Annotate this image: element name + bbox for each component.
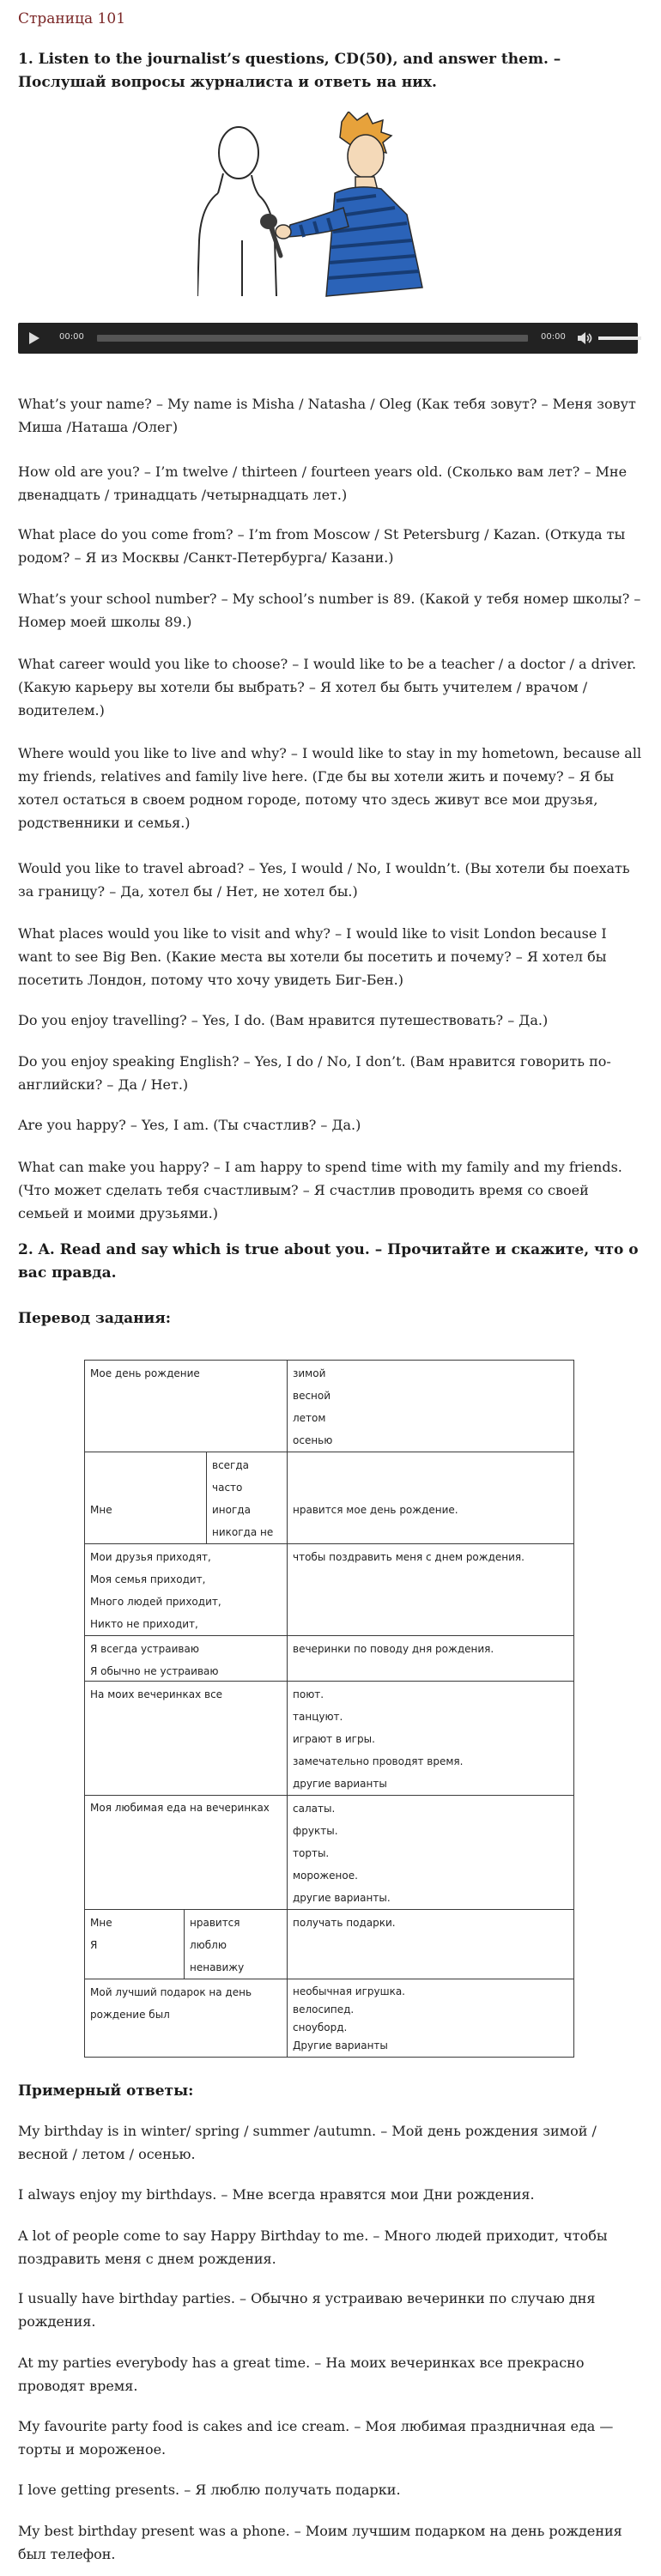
- table-cell: вечеринки по поводу дня рождения.: [287, 1635, 574, 1682]
- qa-item: What can make you happy? – I am happy to spend time with my family and my friends. (Что может сделать тебя счастливым? – Я счастлив проводить время со своей семьей и моими друзьями.): [18, 1159, 622, 1221]
- table-cell: всегда часто иногда никогда не: [206, 1452, 288, 1544]
- task2-heading-ru: – Прочитайте и скажите, что о вас правда.: [18, 1241, 639, 1282]
- task1-heading-en: 1. Listen to the journalist’s questions, CD(50), and answer them.: [18, 51, 549, 68]
- table-cell: Мне Я: [84, 1909, 185, 1979]
- qa-item: Would you like to travel abroad? – Yes, I would / No, I wouldn’t. (Вы хотели бы поехать за границу? – Да, хотел бы / Нет, не хотел бы.): [18, 860, 630, 900]
- answer-item: I love getting presents. – Я люблю получать подарки.: [18, 2482, 401, 2498]
- qa-item: How old are you? – I’m twelve / thirteen / fourteen years old. (Сколько вам лет? – Мне двенадцать / тринадцать /четырнадцать лет.): [18, 464, 628, 503]
- task2-heading-en: 2. A. Read and say which is true about you.: [18, 1241, 370, 1258]
- qa-item: What career would you like to choose? – I would like to be a teacher / a doctor / a driver. (Какую карьеру вы хотели бы выбрать? – Я хотел бы быть учителем / врачом / водителем.): [18, 656, 637, 718]
- table-cell: салаты. фрукты. торты. мороженое. другие варианты.: [287, 1795, 574, 1910]
- qa-item: What place do you come from? – I’m from Moscow / St Petersburg / Kazan. (Откуда ты родом? – Я из Москвы /Санкт-Петербурга/ Казани.): [18, 526, 626, 566]
- task1-heading: [18, 48, 643, 94]
- answer-item: I usually have birthday parties. – Обычно я устраиваю вечеринки по случаю дня рождения.: [18, 2290, 596, 2330]
- table-cell: чтобы поздравить меня с днем рождения.: [287, 1543, 574, 1636]
- page-number: Страница 101: [18, 10, 126, 27]
- outline-person: [197, 127, 276, 296]
- current-time: 00:00: [59, 332, 84, 342]
- table-cell: зимой весной летом осенью: [287, 1360, 574, 1452]
- table-cell: Я всегда устраиваю Я обычно не устраиваю: [84, 1635, 288, 1682]
- duration: 00:00: [541, 332, 566, 342]
- table-cell: получать подарки.: [287, 1909, 574, 1979]
- qa-item: What’s your name? – My name is Misha / Natasha / Oleg (Как тебя зовут? – Меня зовут Миша /Наташа /Олег): [18, 396, 636, 435]
- answer-item: At my parties everybody has a great time. – На моих вечеринках все прекрасно проводят время.: [18, 2355, 585, 2394]
- answer-item: My birthday is in winter/ spring / summer /autumn. – Мой день рождения зимой / весной / летом / осенью.: [18, 2123, 597, 2162]
- volume-icon[interactable]: [576, 330, 593, 346]
- play-icon[interactable]: [27, 331, 40, 345]
- table-cell: Мое день рождение: [84, 1360, 288, 1452]
- table-cell: нравится мое день рождение.: [287, 1452, 574, 1544]
- journalist: [276, 112, 422, 296]
- audio-player: [18, 323, 638, 354]
- qa-item: What’s your school number? – My school’s number is 89. (Какой у тебя номер школы? – Номер моей школы 89.): [18, 591, 641, 630]
- table-cell: необычная игрушка. велосипед. сноуборд. Другие варианты: [287, 1979, 574, 2058]
- qa-item: What places would you like to visit and why? – I would like to visit London because I want to see Big Ben. (Какие места вы хотели бы посетить и почему? – Я хотел бы посетить Лондон, потому что хочу увидеть Биг-Бен.): [18, 925, 607, 988]
- progress-track[interactable]: [97, 335, 528, 342]
- qa-item: Are you happy? – Yes, I am. (Ты счастлив? – Да.): [18, 1117, 361, 1133]
- answer-item: A lot of people come to say Happy Birthday to me. – Много людей приходит, чтобы поздравить меня с днем рождения.: [18, 2227, 608, 2267]
- task1-heading-ru: – Послушай вопросы журналиста и ответь на них.: [18, 51, 561, 91]
- qa-item: Where would you like to live and why? – I would like to stay in my hometown, because all my friends, relatives and family live here. (Где бы вы хотели жить и почему? – Я бы хотел остаться в своем родном городе, потому что здесь живут все мои друзья, родственники и семья.): [18, 745, 642, 831]
- qa-item: Do you enjoy speaking English? – Yes, I do / No, I don’t. (Вам нравится говорить по-английски? – Да / Нет.): [18, 1053, 611, 1093]
- translation-heading: Перевод задания:: [18, 1310, 172, 1327]
- table-cell: Моя любимая еда на вечеринках: [84, 1795, 288, 1910]
- journalist-illustration: [197, 112, 446, 305]
- table-cell: поют. танцуют. играют в игры. замечательно проводят время. другие варианты: [287, 1681, 574, 1796]
- sample-answers-heading: Примерный ответы:: [18, 2082, 194, 2100]
- answer-item: I always enjoy my birthdays. – Мне всегда нравятся мои Дни рождения.: [18, 2186, 535, 2203]
- table-cell: Мне: [84, 1452, 207, 1544]
- table-cell: нравится люблю ненавижу: [184, 1909, 288, 1979]
- task2-heading: [18, 1239, 643, 1285]
- table-cell: Мой лучший подарок на день рождение был: [84, 1979, 288, 2058]
- qa-item: Do you enjoy travelling? – Yes, I do. (Вам нравится путешествовать? – Да.): [18, 1012, 549, 1028]
- answer-item: My best birthday present was a phone. – Моим лучшим подарком на день рождения был телефон.: [18, 2523, 622, 2562]
- volume-slider[interactable]: [598, 336, 641, 340]
- table-cell: Мои друзья приходят, Моя семья приходит, Много людей приходит, Никто не приходит,: [84, 1543, 288, 1636]
- answer-item: My favourite party food is cakes and ice cream. – Моя любимая праздничная еда — торты и мороженое.: [18, 2418, 614, 2458]
- translation-table: [84, 1360, 574, 2058]
- table-cell: На моих вечеринках все: [84, 1681, 288, 1796]
